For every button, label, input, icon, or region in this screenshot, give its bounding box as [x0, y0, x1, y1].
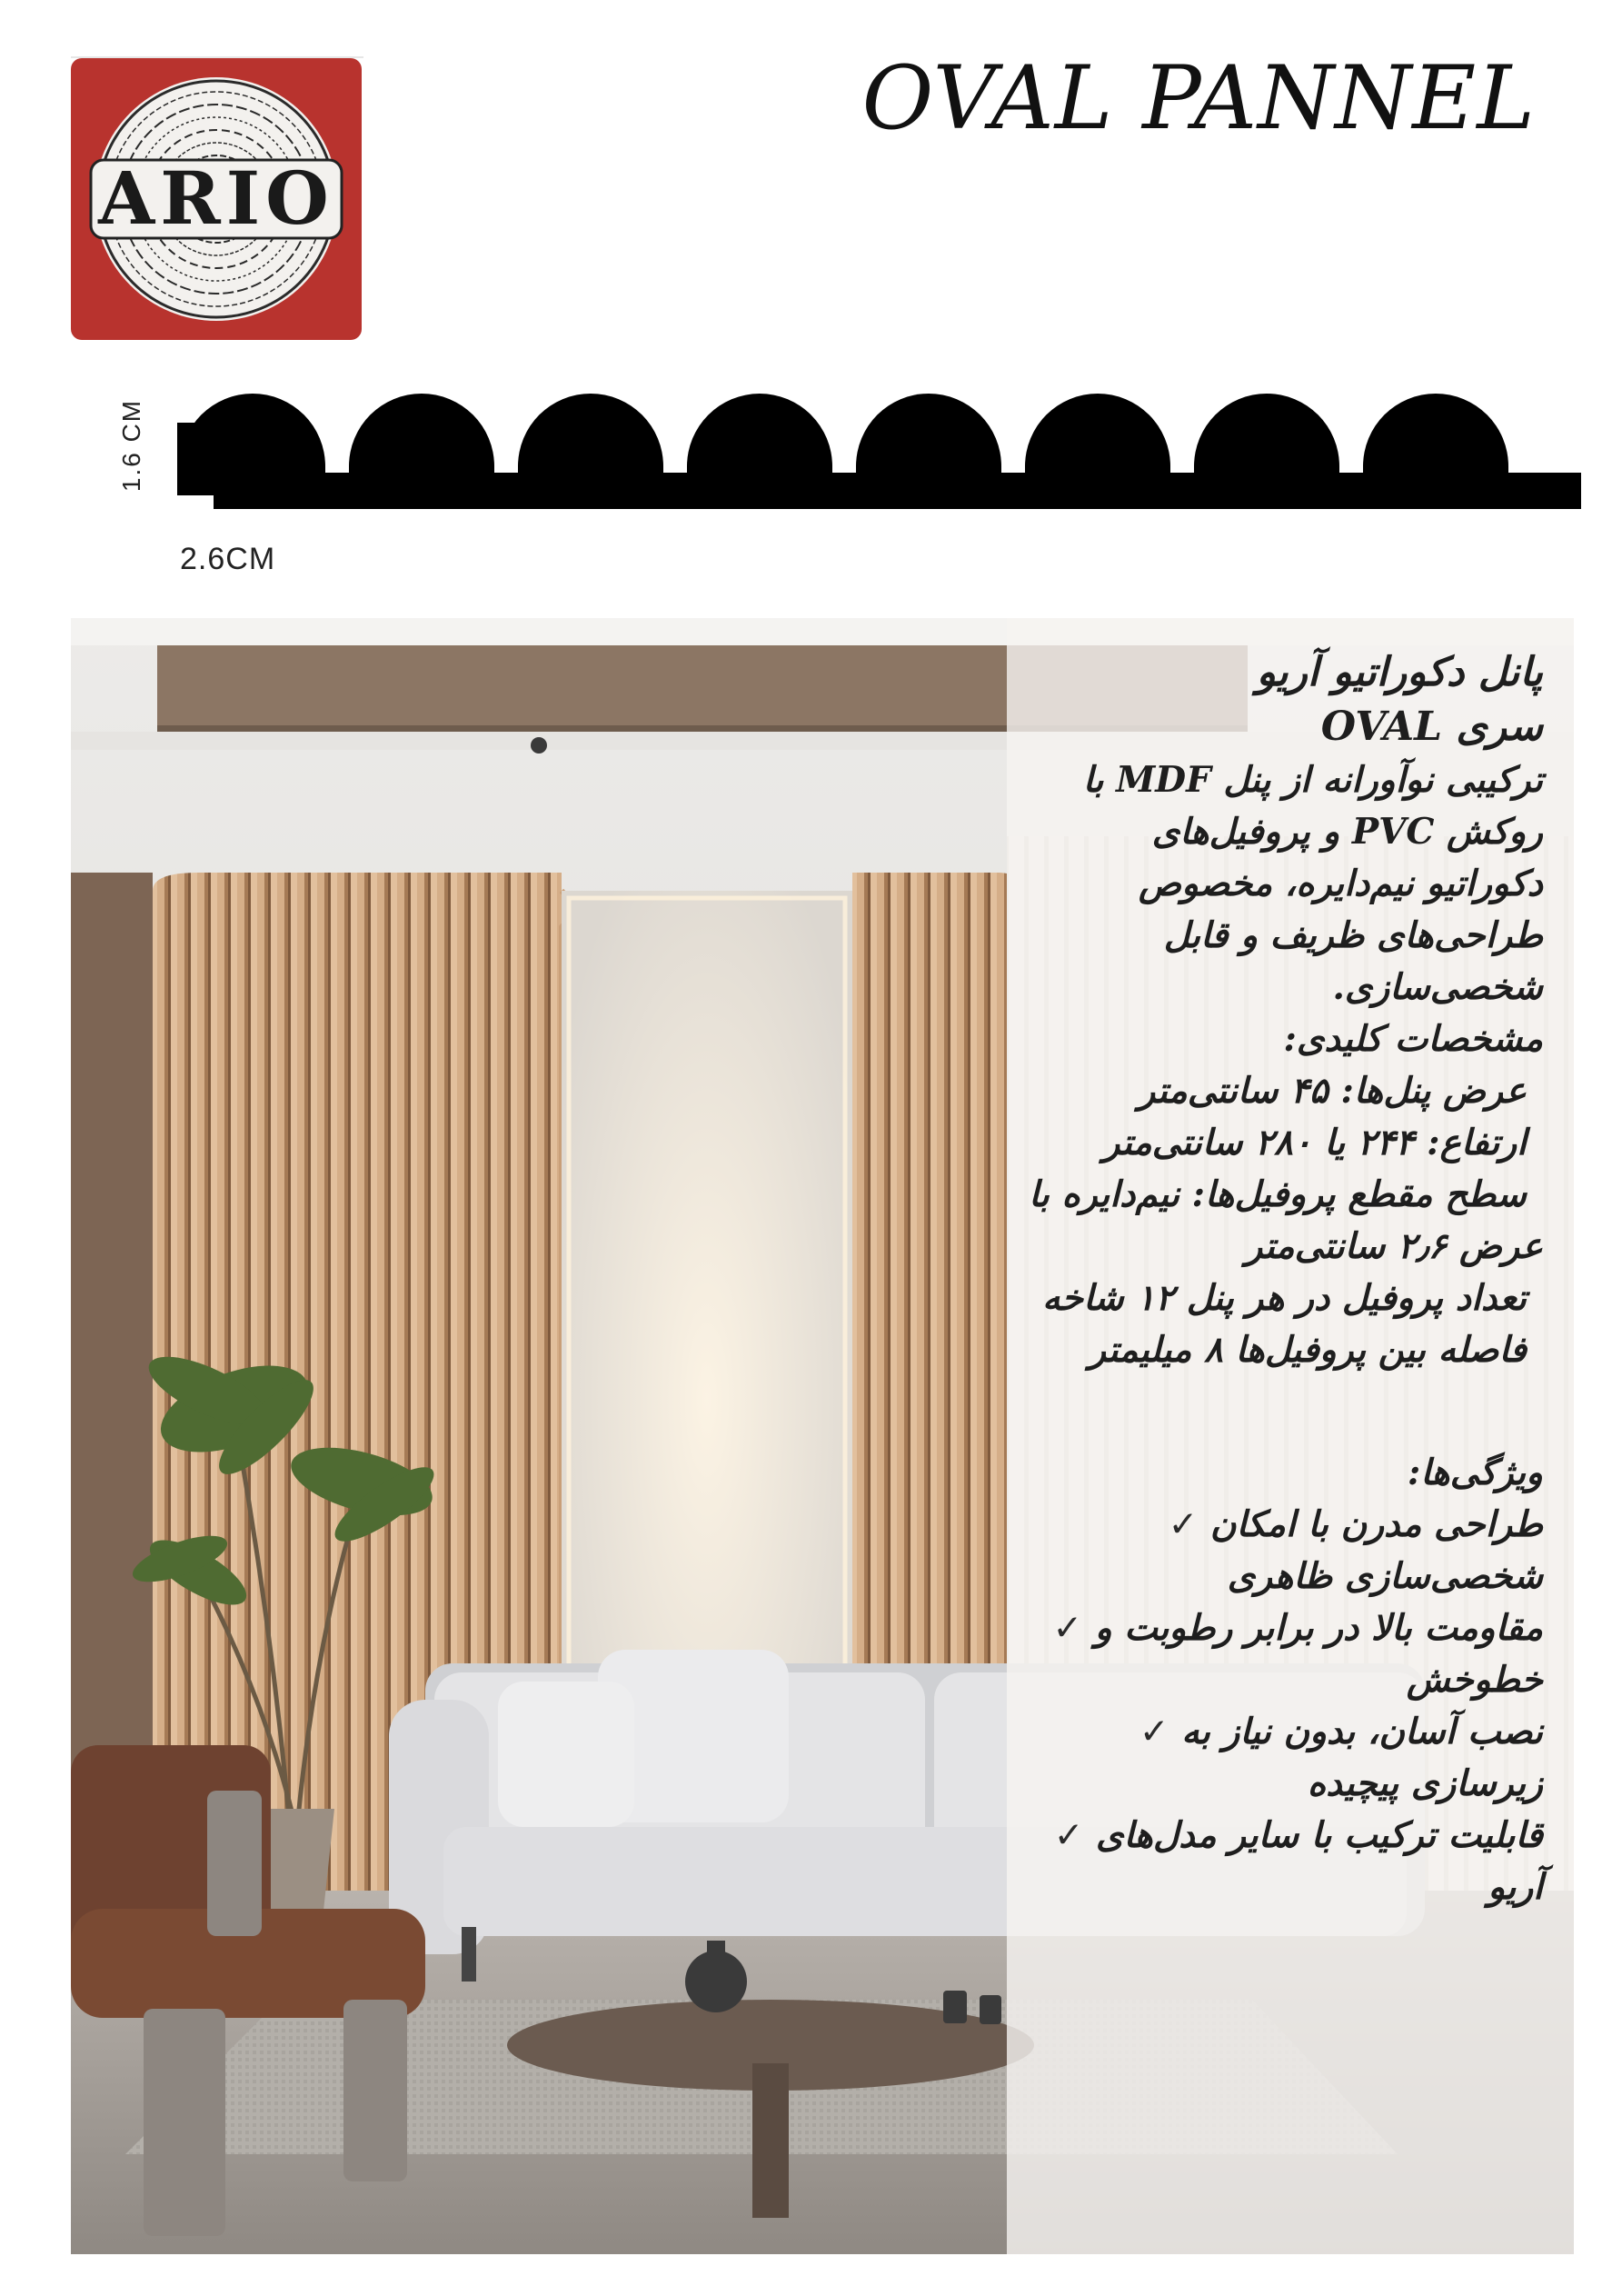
checkmark-icon: ✓ — [1053, 1815, 1084, 1856]
spec-item: ارتفاع: ۲۴۴ یا ۲۸۰ سانتی‌متر — [1102, 1122, 1527, 1163]
features-heading: ویژگی‌ها: — [1407, 1452, 1543, 1493]
description-line: طراحی‌های ظریف و قابل — [1163, 914, 1543, 956]
feature-item: طراحی مدرن با امکان ✓ — [1168, 1503, 1543, 1545]
spec-item: تعداد پروفیل در هر پنل ۱۲ شاخه — [1042, 1277, 1527, 1319]
feature-item: نصب آسان، بدون نیاز به ✓ — [1139, 1711, 1543, 1752]
oval-profile-diagram — [177, 386, 1581, 523]
product-series: سری OVAL — [1320, 704, 1543, 750]
profile-semicircle — [518, 394, 663, 484]
feature-item-cont: زیرسازی پیچیده — [1307, 1762, 1543, 1804]
feature-item-cont: خطوخش — [1406, 1659, 1543, 1701]
profile-semicircle — [1025, 394, 1170, 484]
spec-item: عرض ۲٫۶ سانتی‌متر — [1245, 1225, 1543, 1267]
logo-text: ARIO — [98, 155, 334, 241]
profile-semicircle — [856, 394, 1001, 484]
checkmark-icon: ✓ — [1168, 1504, 1199, 1545]
page-title: OVAL PANNEL — [861, 47, 1536, 149]
checkmark-icon: ✓ — [1139, 1712, 1169, 1752]
specs-heading: مشخصات کلیدی: — [1283, 1018, 1543, 1060]
feature-item: قابلیت ترکیب با سایر مدل‌های ✓ — [1053, 1814, 1543, 1856]
profile-semicircle — [349, 394, 494, 484]
description-overlay — [1007, 618, 1574, 2254]
description-line: ترکیبی نوآورانه از پنل MDF با — [1082, 759, 1543, 801]
description-line: روکش PVC و پروفیل‌های — [1151, 811, 1543, 853]
description-line: دکوراتیو نیم‌دایره، مخصوص — [1138, 863, 1543, 904]
checkmark-icon: ✓ — [1052, 1608, 1083, 1649]
feature-item-cont: شخصی‌سازی ظاهری — [1227, 1555, 1543, 1597]
profile-semicircle — [1363, 394, 1508, 484]
product-description — [998, 645, 1543, 1913]
profile-semicircle — [1194, 394, 1339, 484]
profile-semicircle — [687, 394, 832, 484]
ario-logo — [71, 58, 362, 340]
spec-item: عرض پنل‌ها: ۴۵ سانتی‌متر — [1138, 1070, 1527, 1112]
profile-flange — [177, 423, 232, 495]
width-dimension: 2.6CM — [180, 542, 276, 576]
interior-photo — [71, 618, 1574, 2254]
description-line: شخصی‌سازی. — [1332, 966, 1543, 1008]
spec-item: فاصله بین پروفیل‌ها ۸ میلیمتر — [1089, 1329, 1527, 1371]
product-name: پانل دکوراتیو آریو — [1256, 649, 1543, 695]
feature-item: مقاومت بالا در برابر رطوبت و ✓ — [1052, 1607, 1543, 1649]
feature-item-cont: آریو — [1488, 1866, 1543, 1908]
spec-item: سطح مقطع پروفیل‌ها: نیم‌دایره با — [1029, 1173, 1527, 1215]
